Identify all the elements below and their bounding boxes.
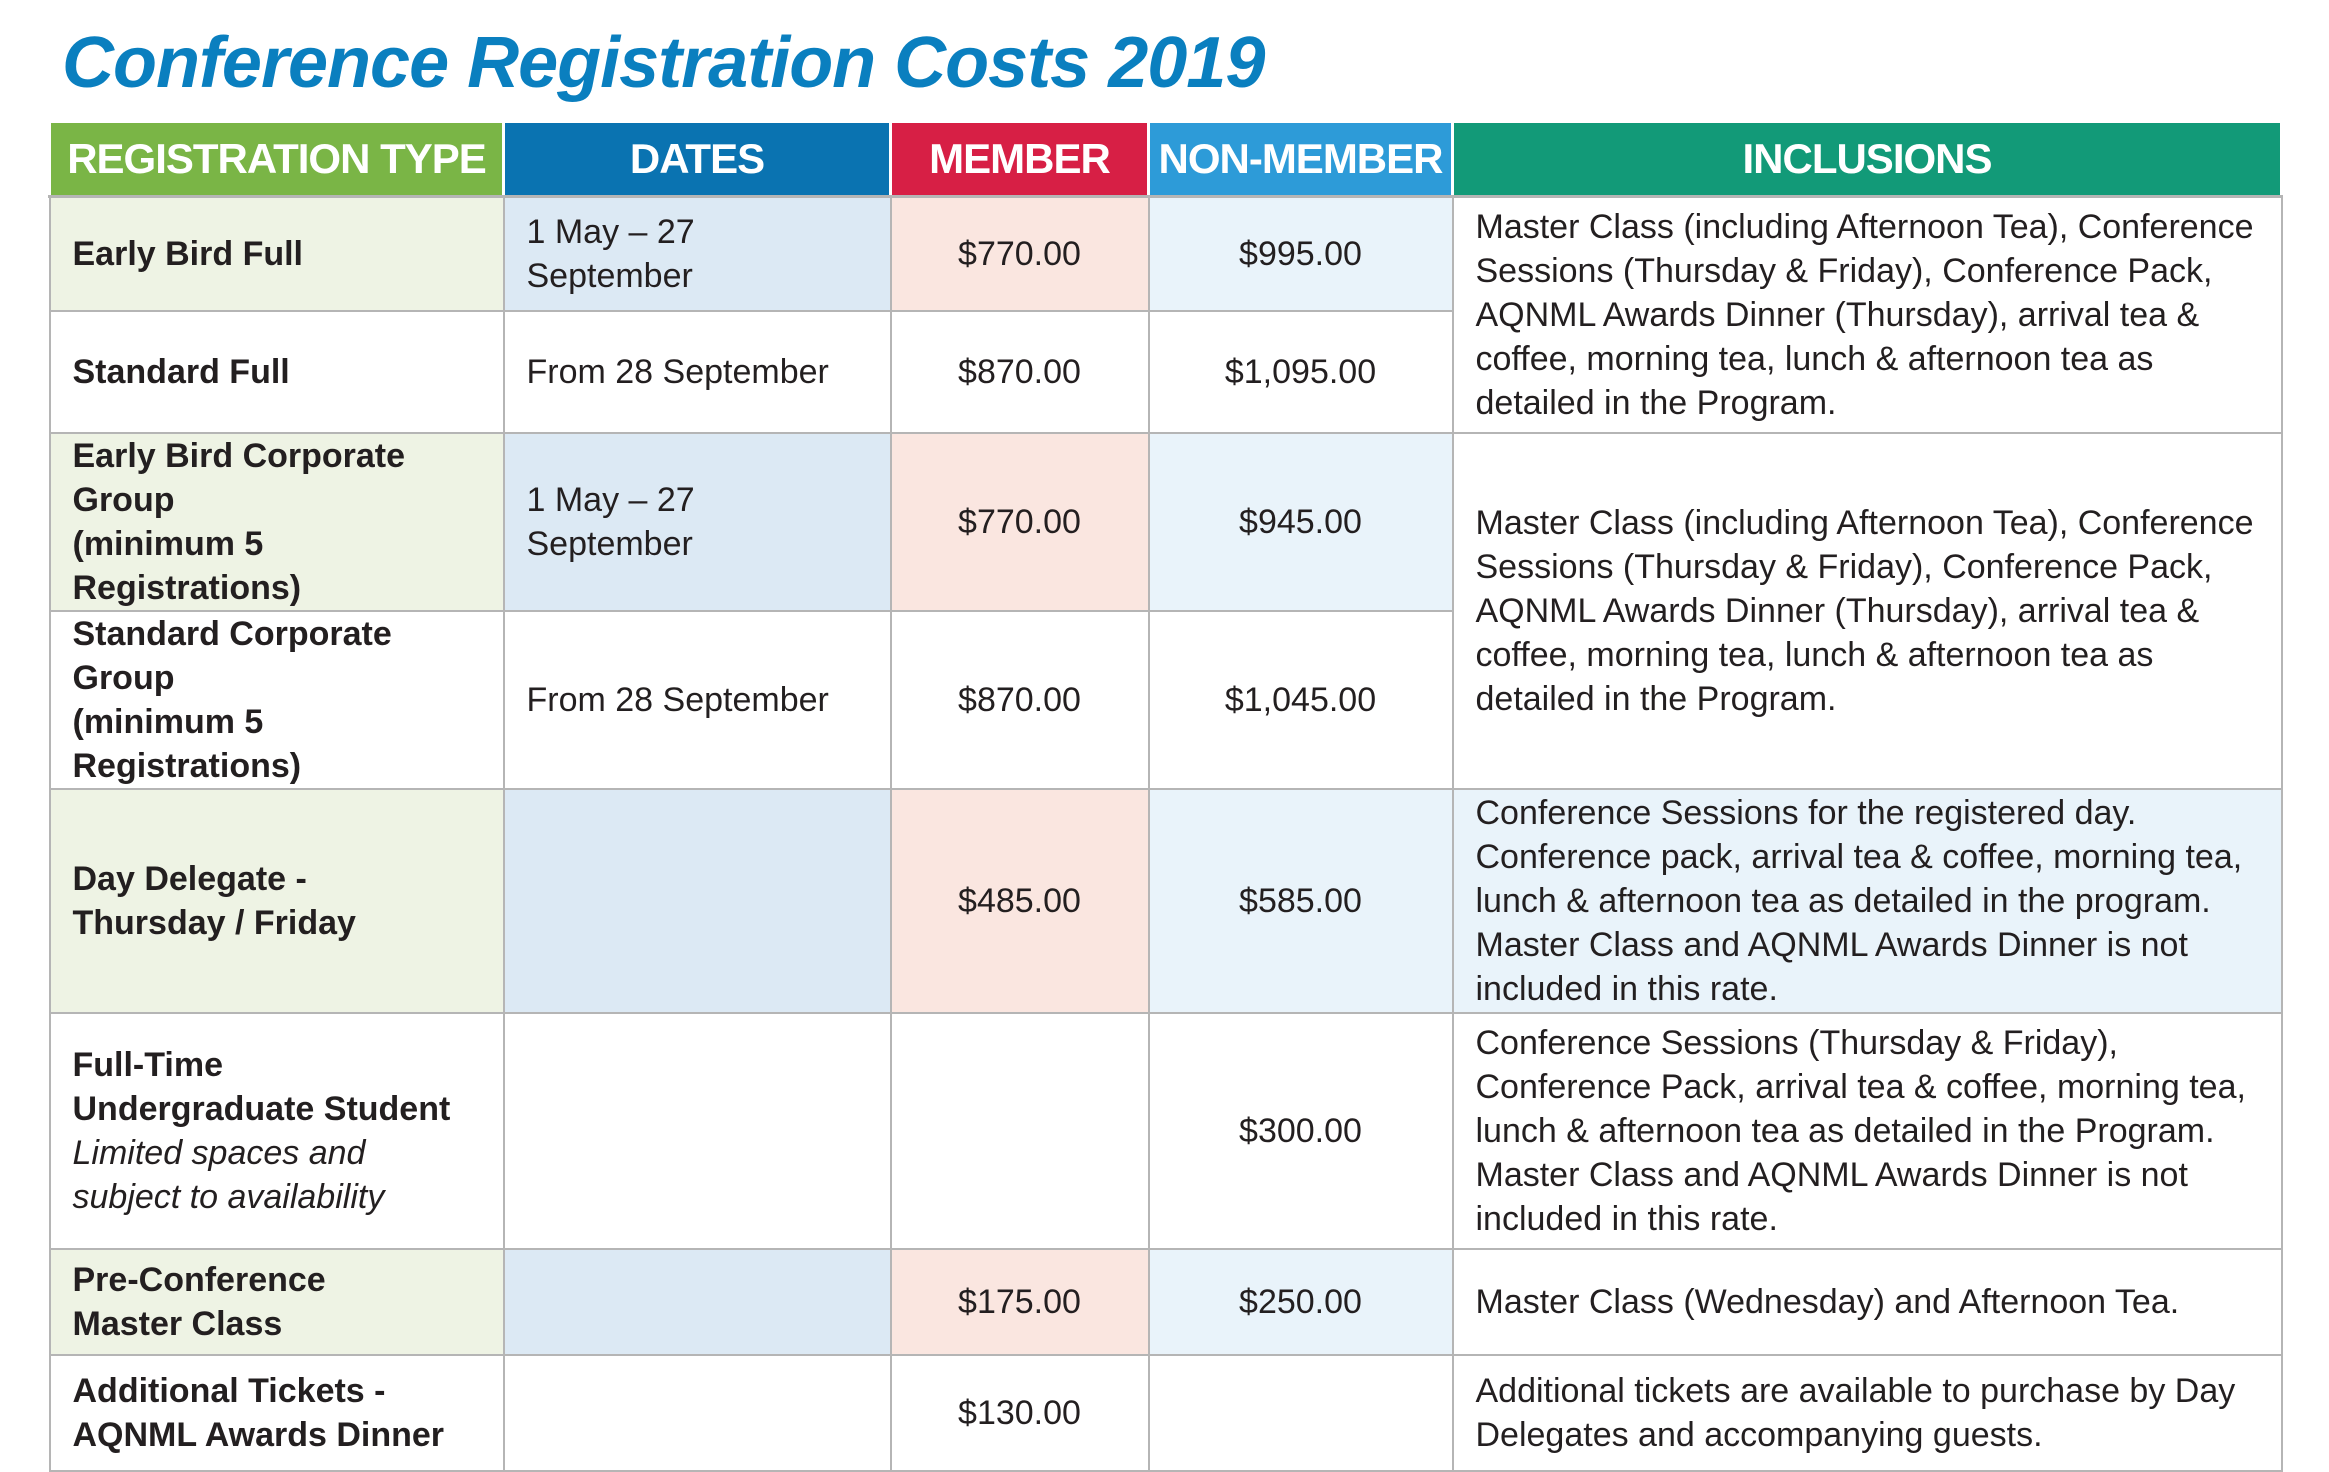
table-row bbox=[50, 1013, 2282, 1249]
inclusions-cell: Conference Sessions for the registered day. Conference pack, arrival tea & coffee, morning tea, lunch & afternoon tea as detailed in the program. Master Class and AQNML Awards Dinner is not included in this rate. bbox=[1453, 789, 2282, 1013]
member-price-cell bbox=[891, 1013, 1149, 1249]
registration-type-line: Full-Time bbox=[72, 1046, 223, 1084]
page-title: Conference Registration Costs 2019 bbox=[62, 23, 1265, 103]
registration-type-line: Master Class bbox=[72, 1305, 283, 1343]
inclusions-cell: Master Class (including Afternoon Tea), Conference Sessions (Thursday & Friday), Conference Pack, AQNML Awards Dinner (Thursday), arrival tea & coffee, morning tea, lunch & afternoon tea as detailed in the Program. bbox=[1453, 433, 2282, 789]
inclusions-cell: Additional tickets are available to purchase by Day Delegates and accompanying guests. bbox=[1453, 1355, 2282, 1471]
registration-type-line: Additional Tickets - bbox=[72, 1372, 386, 1410]
non-member-price-cell: $1,045.00 bbox=[1149, 611, 1453, 789]
member-price-cell: $770.00 bbox=[891, 197, 1149, 312]
dates-cell: From 28 September bbox=[504, 611, 891, 789]
header-non-member: NON-MEMBER bbox=[1149, 122, 1453, 197]
dates-cell bbox=[504, 1355, 891, 1471]
dates-cell bbox=[504, 1013, 891, 1249]
registration-type-cell bbox=[50, 611, 504, 789]
member-price-cell: $770.00 bbox=[891, 433, 1149, 611]
non-member-price-cell: $300.00 bbox=[1149, 1013, 1453, 1249]
non-member-price-cell: $995.00 bbox=[1149, 197, 1453, 312]
registration-type-cell bbox=[50, 433, 504, 611]
table-row bbox=[50, 197, 2282, 312]
header-row bbox=[50, 122, 2282, 197]
registration-type-cell bbox=[50, 1249, 504, 1355]
member-price-cell: $175.00 bbox=[891, 1249, 1149, 1355]
header-registration-type: REGISTRATION TYPE bbox=[50, 122, 504, 197]
registration-type-cell bbox=[50, 789, 504, 1013]
dates-cell: From 28 September bbox=[504, 311, 891, 433]
registration-type-cell: Early Bird Full bbox=[50, 197, 504, 312]
non-member-price-cell: $585.00 bbox=[1149, 789, 1453, 1013]
non-member-price-cell: $945.00 bbox=[1149, 433, 1453, 611]
dates-cell: 1 May – 27 September bbox=[504, 433, 891, 611]
dates-cell bbox=[504, 1249, 891, 1355]
member-price-cell: $870.00 bbox=[891, 611, 1149, 789]
table-row bbox=[50, 433, 2282, 611]
registration-type-line: Thursday / Friday bbox=[72, 904, 356, 942]
inclusions-cell: Master Class (including Afternoon Tea), Conference Sessions (Thursday & Friday), Conference Pack, AQNML Awards Dinner (Thursday), arrival tea & coffee, morning tea, lunch & afternoon tea as detailed in the Program. bbox=[1453, 197, 2282, 434]
table-row bbox=[50, 789, 2282, 1013]
non-member-price-cell bbox=[1149, 1355, 1453, 1471]
registration-type-cell: Standard Full bbox=[50, 311, 504, 433]
inclusions-cell: Master Class (Wednesday) and Afternoon Tea. bbox=[1453, 1249, 2282, 1355]
registration-type-line: Undergraduate Student bbox=[72, 1090, 451, 1128]
registration-costs-table bbox=[48, 120, 2283, 1472]
registration-type-line: (minimum 5 Registrations) bbox=[72, 525, 302, 607]
table-row bbox=[50, 1249, 2282, 1355]
registration-type-line: Pre-Conference bbox=[72, 1261, 326, 1299]
non-member-price-cell: $1,095.00 bbox=[1149, 311, 1453, 433]
table-row bbox=[50, 1355, 2282, 1471]
dates-cell bbox=[504, 789, 891, 1013]
member-price-cell: $870.00 bbox=[891, 311, 1149, 433]
inclusions-cell: Conference Sessions (Thursday & Friday), Conference Pack, arrival tea & coffee, morning tea, lunch & afternoon tea as detailed in the Program. Master Class and AQNML Awards Dinner is not included in this rate. bbox=[1453, 1013, 2282, 1249]
non-member-price-cell: $250.00 bbox=[1149, 1249, 1453, 1355]
header-member: MEMBER bbox=[891, 122, 1149, 197]
header-dates: DATES bbox=[504, 122, 891, 197]
member-price-cell: $130.00 bbox=[891, 1355, 1149, 1471]
registration-type-line: (minimum 5 Registrations) bbox=[72, 703, 302, 785]
registration-type-line: Day Delegate - bbox=[72, 860, 307, 898]
registration-type-line: AQNML Awards Dinner bbox=[72, 1416, 445, 1454]
member-price-cell: $485.00 bbox=[891, 789, 1149, 1013]
registration-type-line: Standard Corporate Group bbox=[72, 615, 392, 697]
header-inclusions: INCLUSIONS bbox=[1453, 122, 2282, 197]
registration-type-note: Limited spaces and subject to availability bbox=[72, 1134, 385, 1216]
registration-type-cell bbox=[50, 1013, 504, 1249]
registration-type-cell bbox=[50, 1355, 504, 1471]
dates-cell: 1 May – 27 September bbox=[504, 197, 891, 312]
registration-type-line: Early Bird Corporate Group bbox=[72, 437, 406, 519]
